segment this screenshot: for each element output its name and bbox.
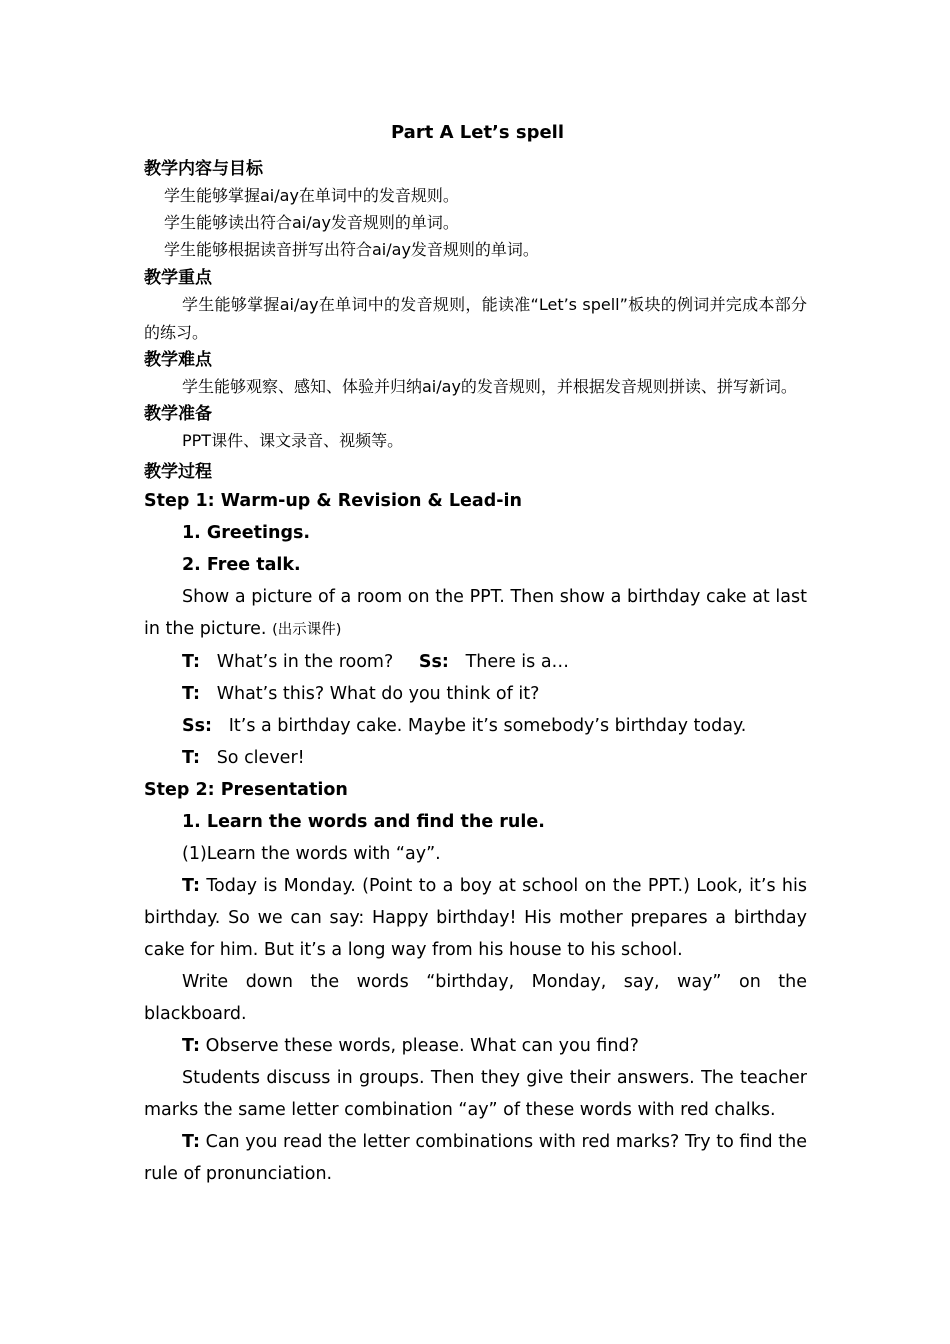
key-points-heading: 教学重点 bbox=[144, 268, 212, 288]
speaker-label: Ss: bbox=[418, 652, 449, 672]
step2-paragraph: Students discuss in groups. Then they give their answers. The teacher marks the same letter combination “ay” of these words with red chalks. bbox=[144, 1068, 807, 1120]
speaker-label: T: bbox=[182, 652, 200, 672]
dialogue-text: It’s a birthday cake. Maybe it’s somebody’s birthday today. bbox=[228, 716, 747, 736]
step2-paragraph bbox=[144, 1030, 807, 1062]
step1-item-free-talk: 2. Free talk. bbox=[182, 555, 301, 575]
step2-paragraph bbox=[144, 870, 807, 966]
paragraph-text: Can you read the letter combinations with red marks? Try to find the rule of pronunciation. bbox=[144, 1132, 807, 1184]
speaker-label: T: bbox=[182, 876, 200, 896]
step2-paragraph bbox=[144, 1126, 807, 1190]
step1-item-greetings: 1. Greetings. bbox=[182, 523, 311, 543]
preparation-text: PPT课件、课文录音、视频等。 bbox=[182, 431, 404, 450]
page-title: Part A Let’s spell bbox=[390, 122, 565, 143]
step1-title: Step 1: Warm-up & Revision & Lead-in bbox=[144, 491, 522, 511]
speaker-label: T: bbox=[182, 748, 200, 768]
dialogue-line bbox=[144, 710, 807, 742]
speaker-label: T: bbox=[182, 684, 200, 704]
speaker-label: T: bbox=[182, 1036, 200, 1056]
step2-item-learn: 1. Learn the words and find the rule. bbox=[182, 812, 545, 832]
dialogue-text: There is a… bbox=[465, 652, 570, 672]
objective-item: 学生能够读出符合ai/ay发音规则的单词。 bbox=[164, 213, 459, 232]
process-heading: 教学过程 bbox=[144, 462, 212, 482]
objectives-heading: 教学内容与目标 bbox=[144, 159, 263, 179]
objective-item: 学生能够掌握ai/ay在单词中的发音规则。 bbox=[164, 186, 459, 205]
dialogue-text: So clever! bbox=[216, 748, 305, 768]
dialogue-text: What’s in the room? bbox=[216, 652, 394, 672]
step1-intro-text: Show a picture of a room on the PPT. Then show a birthday cake at last in the picture. bbox=[144, 587, 807, 639]
step2-paragraph: Write down the words “birthday, Monday, say, way” on the blackboard. bbox=[144, 972, 807, 1024]
preparation-heading: 教学准备 bbox=[144, 404, 212, 424]
dialogue-line bbox=[144, 678, 807, 710]
paragraph-text: Observe these words, please. What can you find? bbox=[205, 1036, 639, 1056]
step2-title: Step 2: Presentation bbox=[144, 780, 348, 800]
dialogue-text: What’s this? What do you think of it? bbox=[216, 684, 540, 704]
step1-intro-note: (出示课件) bbox=[272, 622, 342, 638]
step1-intro bbox=[144, 581, 807, 646]
difficulties-text: 学生能够观察、感知、体验并归纳ai/ay的发音规则，并根据发音规则拼读、拼写新词。 bbox=[182, 377, 797, 396]
dialogue-line bbox=[144, 646, 807, 678]
dialogue-line bbox=[144, 742, 807, 774]
difficulties-heading: 教学难点 bbox=[144, 350, 212, 370]
speaker-label: Ss: bbox=[182, 716, 213, 736]
paragraph-text: Today is Monday. (Point to a boy at school on the PPT.) Look, it’s his birthday. So we can say: Happy birthday! His mother prepares a birthday cake for him. But it’s a long way from his house to his school. bbox=[144, 876, 807, 960]
lesson-document bbox=[144, 118, 807, 1190]
speaker-label: T: bbox=[182, 1132, 200, 1152]
objective-item: 学生能够根据读音拼写出符合ai/ay发音规则的单词。 bbox=[164, 240, 539, 259]
step2-subitem: (1)Learn the words with “ay”. bbox=[182, 844, 441, 864]
key-points-text: 学生能够掌握ai/ay在单词中的发音规则，能读准“Let’s spell”板块的例词并完成本部分的练习。 bbox=[144, 295, 807, 342]
